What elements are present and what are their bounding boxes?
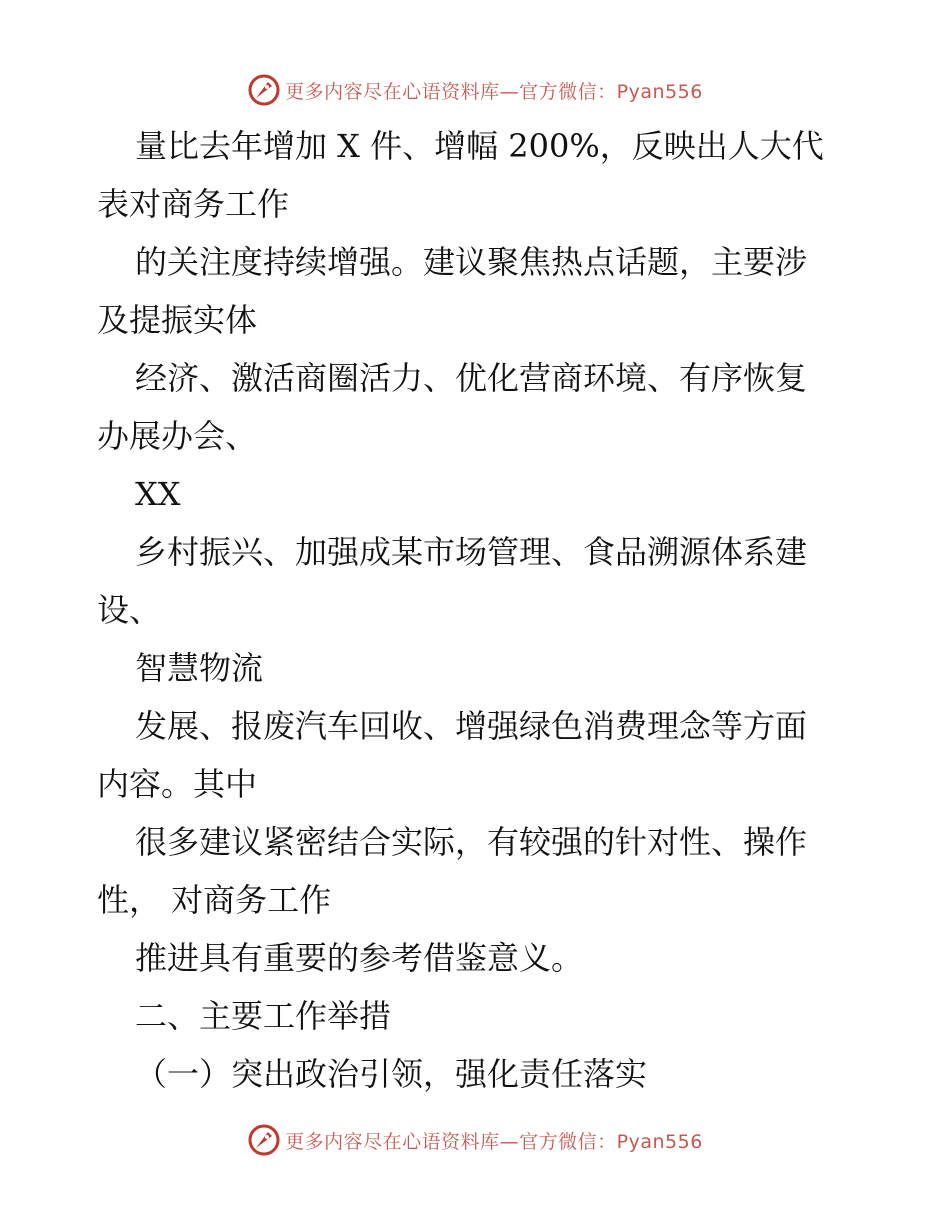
pen-nib-logo-icon <box>247 73 281 107</box>
header-banner-text: 更多内容尽在心语资料库—官方微信：Pyan556 <box>285 80 703 103</box>
footer-banner-text: 更多内容尽在心语资料库—官方微信：Pyan556 <box>285 1130 703 1153</box>
text-line: 办展办会、 <box>97 417 258 455</box>
text-line: 推进具有重要的参考借鉴意义。 <box>135 939 584 977</box>
text-line: 性， 对商务工作 <box>97 881 332 919</box>
text-line: 经济、激活商圈活力、优化营商环境、有序恢复 <box>135 359 808 397</box>
text-line: （一）突出政治引领，强化责任落实 <box>135 1055 648 1093</box>
pen-nib-logo-icon <box>247 1123 281 1157</box>
document-body <box>97 117 857 1103</box>
text-line: 量比去年增加 X 件、增幅 200%，反映出人大代 <box>135 127 824 165</box>
footer-banner <box>0 1120 950 1160</box>
text-line: 智慧物流 <box>135 649 264 687</box>
text-line: 表对商务工作 <box>97 185 290 223</box>
text-line: 及提振实体 <box>97 301 258 339</box>
header-banner <box>0 70 950 110</box>
text-line: 乡村振兴、加强成某市场管理、食品溯源体系建 <box>135 533 808 571</box>
text-line: 设、 <box>97 591 162 629</box>
text-line: XX <box>135 475 181 513</box>
text-line: 内容。其中 <box>97 765 258 803</box>
text-line: 发展、报废汽车回收、增强绿色消费理念等方面 <box>135 707 808 745</box>
text-line: 很多建议紧密结合实际，有较强的针对性、操作 <box>135 823 808 861</box>
text-line: 的关注度持续增强。建议聚焦热点话题，主要涉 <box>135 243 808 281</box>
text-line: 二、主要工作举措 <box>135 997 392 1035</box>
